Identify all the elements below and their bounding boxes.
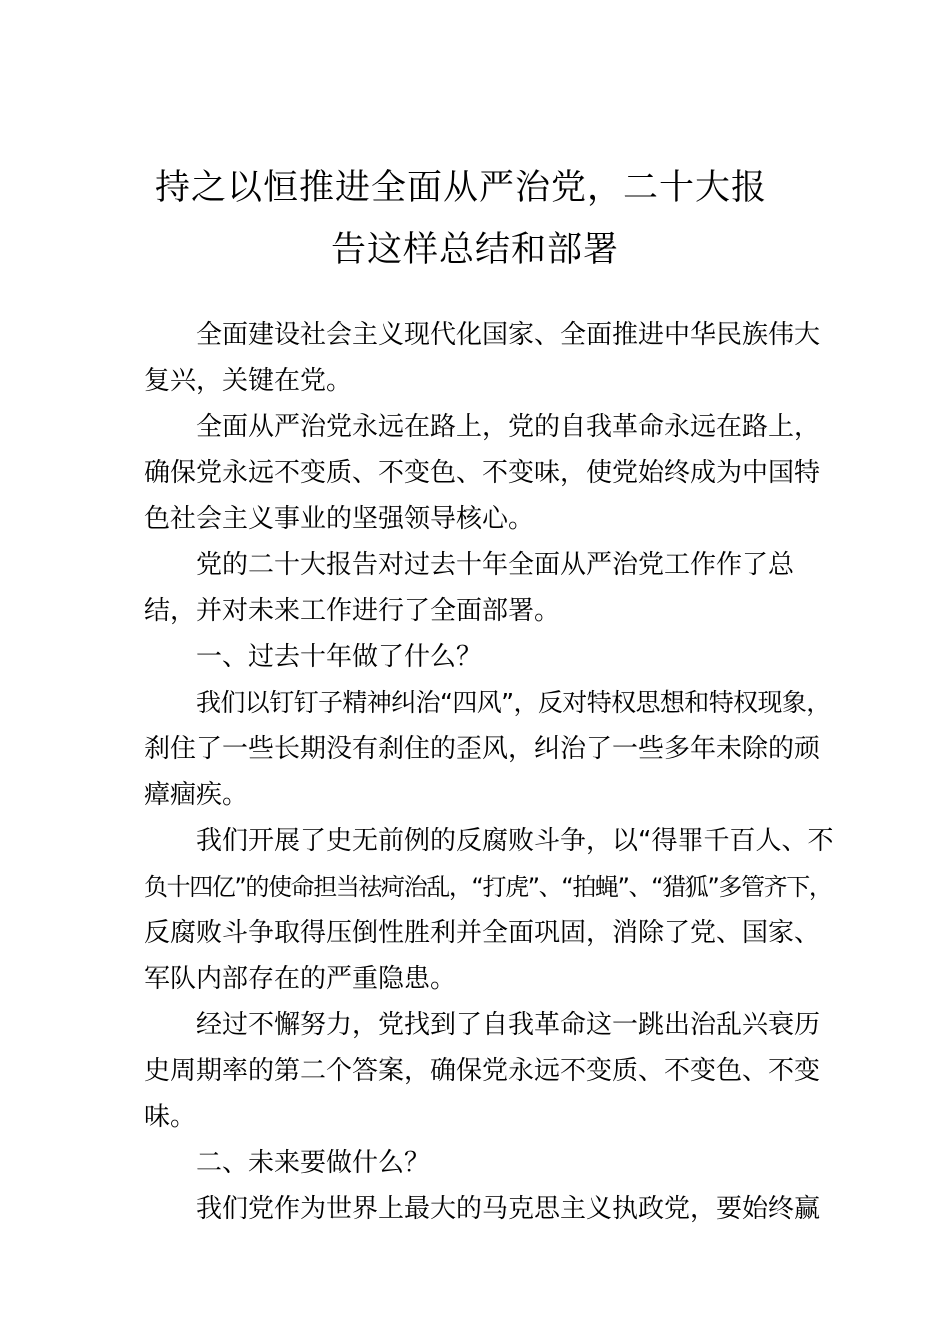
body-text-line: 刹住了一些长期没有刹住的歪风，纠治了一些多年未除的顽: [144, 734, 821, 764]
body-text-line: 经过不懈努力，党找到了自我革命这一跳出治乱兴衰历: [196, 1010, 821, 1040]
body-text-line: 瘴痼疾。: [144, 780, 249, 810]
body-text-line: 我们党作为世界上最大的马克思主义执政党，要始终赢: [196, 1194, 821, 1224]
body-text-line: 全面从严治党永远在路上，党的自我革命永远在路上，: [196, 412, 821, 442]
body-text-line: 结，并对未来工作进行了全面部署。: [144, 596, 561, 626]
body-text-line: 色社会主义事业的坚强领导核心。: [144, 504, 535, 534]
body-text-line: 我们开展了史无前例的反腐败斗争，以“得罪千百人、不: [196, 826, 834, 856]
body-text-line: 确保党永远不变质、不变色、不变味，使党始终成为中国特: [144, 458, 821, 488]
body-text-line: 负十四亿”的使命担当祛疴治乱，“打虎”、“拍蝇”、“猎狐”多管齐下，: [144, 873, 832, 901]
body-text-line: 军队内部存在的严重隐患。: [144, 964, 457, 994]
section-heading-2: 二、未来要做什么？: [196, 1148, 431, 1178]
document-title-line-2: 告这样总结和部署: [330, 230, 619, 270]
body-text-line: 味。: [144, 1102, 197, 1132]
section-heading-1: 一、过去十年做了什么？: [196, 642, 483, 672]
body-text-line: 反腐败斗争取得压倒性胜利并全面巩固，消除了党、国家、: [144, 918, 821, 948]
body-text-line: 复兴，关键在党。: [144, 366, 353, 396]
document-title-line-1: 持之以恒推进全面从严治党，二十大报: [154, 168, 767, 208]
body-text-line: 全面建设社会主义现代化国家、全面推进中华民族伟大: [196, 320, 821, 350]
body-text-line: 党的二十大报告对过去十年全面从严治党工作作了总: [196, 550, 795, 580]
body-text-line: 我们以钉钉子精神纠治“四风”，反对特权思想和特权现象，: [196, 688, 831, 717]
body-text-line: 史周期率的第二个答案，确保党永远不变质、不变色、不变: [144, 1056, 821, 1086]
